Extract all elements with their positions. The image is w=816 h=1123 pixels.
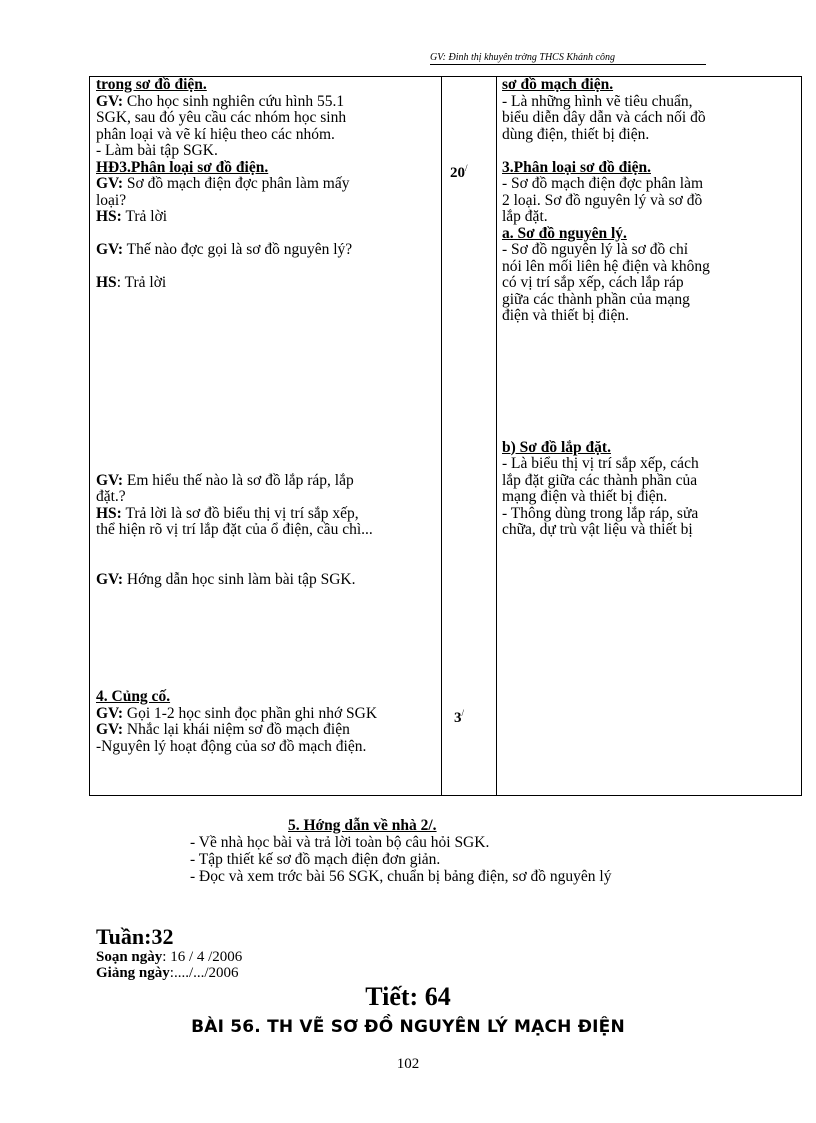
text-line: - Sơ đồ nguyên lý là sơ đồ chỉ [502, 241, 689, 258]
text-line: có vị trí sắp xếp, cách lắp ráp [502, 274, 684, 291]
lesson-title: BÀI 56. TH VẼ SƠ ĐỒ NGUYÊN LÝ MẠCH ĐIỆN [191, 1017, 625, 1037]
author-header: GV: Đinh thị khuyên trờng THCS Khánh công [430, 52, 706, 65]
text-line: GV: Gọi 1-2 học sinh đọc phần ghi nhớ SGK [96, 704, 378, 722]
section-heading: trong sơ đồ điện. [96, 76, 207, 93]
time-mark-3: 3/ [454, 708, 465, 726]
week-label: Tuần:32 [96, 924, 174, 949]
lesson-table [89, 76, 802, 796]
homework-item: - Đọc và xem trớc bài 56 SGK, chuẩn bị bảng điện, sơ đồ nguyên lý [190, 868, 612, 885]
text-line: điện và thiết bị điện. [502, 307, 629, 324]
text-line: chữa, dự trù vật liệu và thiết bị [502, 521, 693, 538]
section-heading: 4. Củng cố. [96, 688, 171, 705]
page-number: 102 [396, 1056, 420, 1072]
homework-item: - Tập thiết kế sơ đồ mạch điện đơn giản. [190, 851, 441, 868]
subsection-heading: a. Sơ đồ nguyên lý. [502, 224, 627, 242]
text-line: biểu diễn dây dẫn và cách nối đồ [502, 109, 706, 126]
section-heading: 3.Phân loại sơ đồ điện. [502, 158, 651, 176]
text-line: -Nguyên lý hoạt động của sơ đồ mạch điện. [96, 737, 367, 755]
text-line: nói lên mối liên hệ điện và không [502, 257, 710, 275]
subsection-heading: b) Sơ đồ lắp đặt. [502, 438, 611, 456]
text-line: HS: Trả lời [96, 208, 168, 225]
text-line: GV: Cho học sinh nghiên cứu hình 55.1 [96, 92, 345, 110]
text-line: thể hiện rõ vị trí lắp đặt của ổ điện, cầu chì... [96, 521, 373, 538]
text-line: đặt.? [96, 488, 126, 505]
text-line: - Là những hình vẽ tiêu chuẩn, [502, 92, 693, 110]
text-line: - Là biểu thị vị trí sắp xếp, cách [502, 455, 699, 472]
content-column [502, 77, 798, 539]
activity-heading: HĐ3.Phân loại sơ đồ điện. [96, 158, 269, 176]
text-line: GV: Thế nào đợc gọi là sơ đồ nguyên lý? [96, 241, 353, 258]
text-line: - Thông dùng trong lắp ráp, sửa [502, 504, 699, 522]
teacher-activities-column [96, 77, 436, 755]
text-line: - Sơ đồ mạch điện đợc phân làm [502, 175, 704, 192]
column-divider-left [441, 77, 442, 795]
text-line: dùng điện, thiết bị điện. [502, 125, 650, 143]
prep-date: Soạn ngày: 16 / 4 /2006 [96, 949, 243, 965]
section-heading: sơ đồ mạch điện. [502, 76, 614, 93]
text-line: lắp đặt. [502, 208, 548, 225]
text-line: GV: Em hiểu thế nào là sơ đồ lắp ráp, lắp [96, 471, 354, 489]
text-line: HS: Trả lời [96, 274, 167, 291]
text-line: GV: Sơ đồ mạch điện đợc phân làm mấy [96, 175, 350, 192]
text-line: HS: Trả lời là sơ đồ biểu thị vị trí sắp xếp, [96, 504, 359, 522]
text-line: loại? [96, 191, 127, 209]
time-mark-20: 20/ [450, 163, 468, 181]
homework-section [190, 817, 611, 885]
column-divider-right [496, 77, 497, 795]
text-line: GV: Nhắc lại khái niệm sơ đồ mạch điện [96, 721, 350, 738]
text-line: SGK, sau đó yêu cầu các nhóm học sinh [96, 109, 347, 126]
text-line: GV: Hớng dẫn học sinh làm bài tập SGK. [96, 570, 356, 588]
text-line: 2 loại. Sơ đồ nguyên lý và sơ đồ [502, 191, 703, 209]
homework-title: 5. Hớng dẫn về nhà 2/. [288, 817, 437, 834]
text-line: giữa các thành phần của mạng [502, 290, 690, 308]
teach-date: Giảng ngày:..../.../2006 [96, 965, 239, 981]
homework-item: - Về nhà học bài và trả lời toàn bộ câu hỏi SGK. [190, 834, 490, 851]
lesson-meta [96, 925, 242, 981]
period-title: Tiết: 64 [365, 982, 451, 1011]
text-line: lắp đặt giữa các thành phần của [502, 471, 698, 489]
text-line: phân loại và vẽ kí hiệu theo các nhóm. [96, 125, 335, 143]
text-line: mạng điện và thiết bị điện. [502, 488, 668, 505]
text-line: - Làm bài tập SGK. [96, 142, 218, 159]
